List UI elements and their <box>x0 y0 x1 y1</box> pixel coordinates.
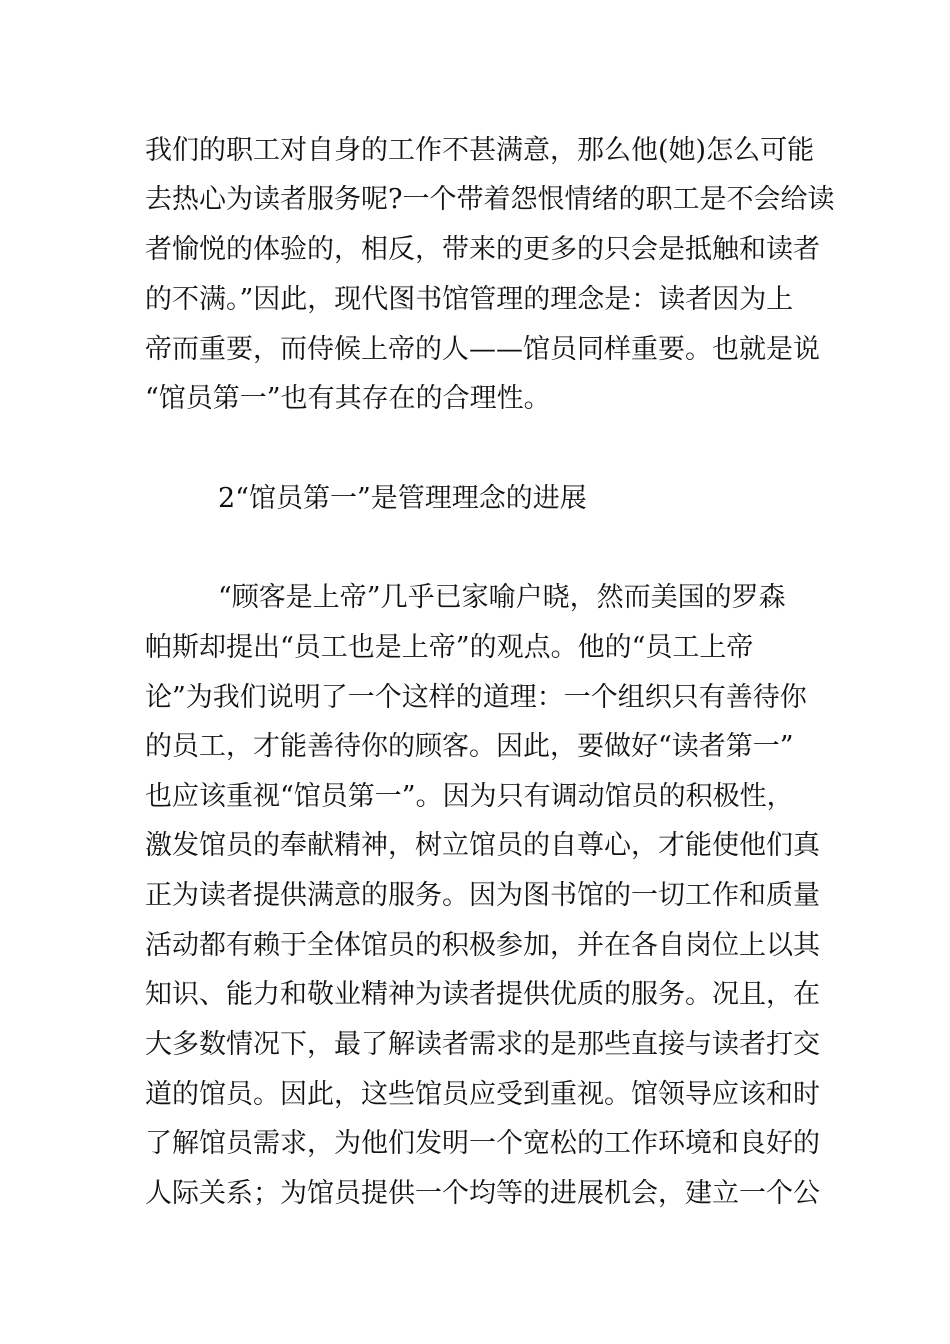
paragraph-line: 道的馆员。因此，这些馆员应受到重视。馆领导应该和时 <box>145 1079 820 1110</box>
paragraph-line: 正为读者提供满意的服务。因为图书馆的一切工作和质量 <box>145 880 820 911</box>
paragraph-line: 去热心为读者服务呢?一个带着怨恨情绪的职工是不会给读 <box>145 184 835 215</box>
paragraph-line: 者愉悦的体验的，相反，带来的更多的只会是抵触和读者 <box>145 234 820 265</box>
paragraph-line: 的不满。”因此，现代图书馆管理的理念是：读者因为上 <box>145 284 794 315</box>
paragraph-line: 人际关系；为馆员提供一个均等的进展机会，建立一个公 <box>145 1178 820 1209</box>
paragraph-line: 了解馆员需求，为他们发明一个宽松的工作环境和良好的 <box>145 1128 820 1159</box>
paragraph-line: 知识、能力和敬业精神为读者提供优质的服务。况且，在 <box>145 979 820 1010</box>
paragraph-line: “顾客是上帝”几乎已家喻户晓，然而美国的罗森 <box>218 582 786 613</box>
paragraph-line: 活动都有赖于全体馆员的积极参加，并在各自岗位上以其 <box>145 930 820 961</box>
paragraph-line: “馆员第一”也有其存在的合理性。 <box>145 383 551 414</box>
paragraph-line: 论”为我们说明了一个这样的道理：一个组织只有善待你 <box>145 682 807 713</box>
paragraph-line: 我们的职工对自身的工作不甚满意，那么他(她)怎么可能 <box>145 135 815 166</box>
paragraph-line: 帝而重要，而侍候上帝的人——馆员同样重要。也就是说 <box>145 334 820 365</box>
section-heading: 2“馆员第一”是管理理念的进展 <box>218 483 587 514</box>
paragraph-line: 帕斯却提出“员工也是上帝”的观点。他的“员工上帝 <box>145 632 754 663</box>
paragraph-line: 也应该重视“馆员第一”。因为只有调动馆员的积极性， <box>145 781 794 812</box>
paragraph-line: 的员工，才能善待你的顾客。因此，要做好“读者第一” <box>145 731 794 762</box>
paragraph-line: 大多数情况下，最了解读者需求的是那些直接与读者打交 <box>145 1029 820 1060</box>
paragraph-line: 激发馆员的奉献精神，树立馆员的自尊心，才能使他们真 <box>145 830 820 861</box>
